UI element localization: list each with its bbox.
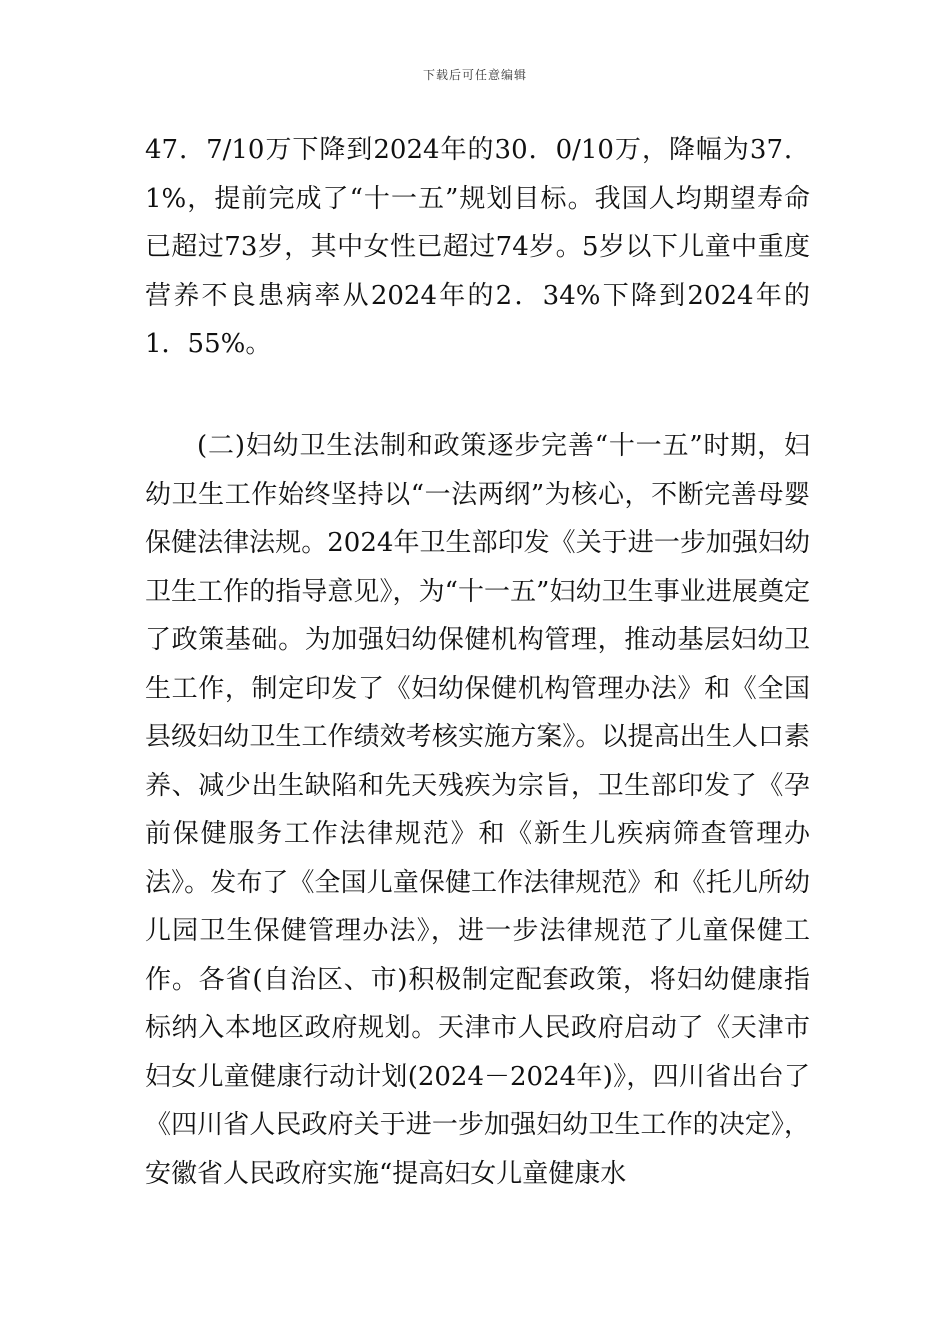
paragraph-2: (二)妇幼卫生法制和政策逐步完善“十一五”时期，妇幼卫生工作始终坚持以“一法两纲”为核心，不断完善母婴保健法律法规。2024年卫生部印发《关于进一步加强妇幼卫生工作的指导意见》，为“十一五”妇幼卫生事业进展奠定了政策基础。为加强妇幼保健机构管理，推动基层妇幼卫生工作，制定印发了《妇幼保健机构管理办法》和《全国县级妇幼卫生工作绩效考核实施方案》。以提高出生人口素养、减少出生缺陷和先天残疾为宗旨，卫生部印发了《孕前保健服务工作法律规范》和《新生儿疾病筛查管理办法》。发布了《全国儿童保健工作法律规范》和《托儿所幼儿园卫生保健管理办法》，进一步法律规范了儿童保健工作。各省(自治区、市)积极制定配套政策，将妇幼健康指标纳入本地区政府规划。天津市人民政府启动了《天津市妇女儿童健康行动计划(2024－2024年)》，四川省出台了《四川省人民政府关于进一步加强妇幼卫生工作的决定》，安徽省人民政府实施“提高妇女儿童健康水: [145, 431, 810, 1189]
paragraph-1: 47．7/10万下降到2024年的30．0/10万，降幅为37．1%，提前完成了“十一五”规划目标。我国人均期望寿命已超过73岁，其中女性已超过74岁。5岁以下儿童中重度营养不良患病率从2024年的2．34%下降到2024年的1．55%。: [145, 135, 810, 359]
header-note: 下载后可任意编辑: [422, 68, 527, 82]
